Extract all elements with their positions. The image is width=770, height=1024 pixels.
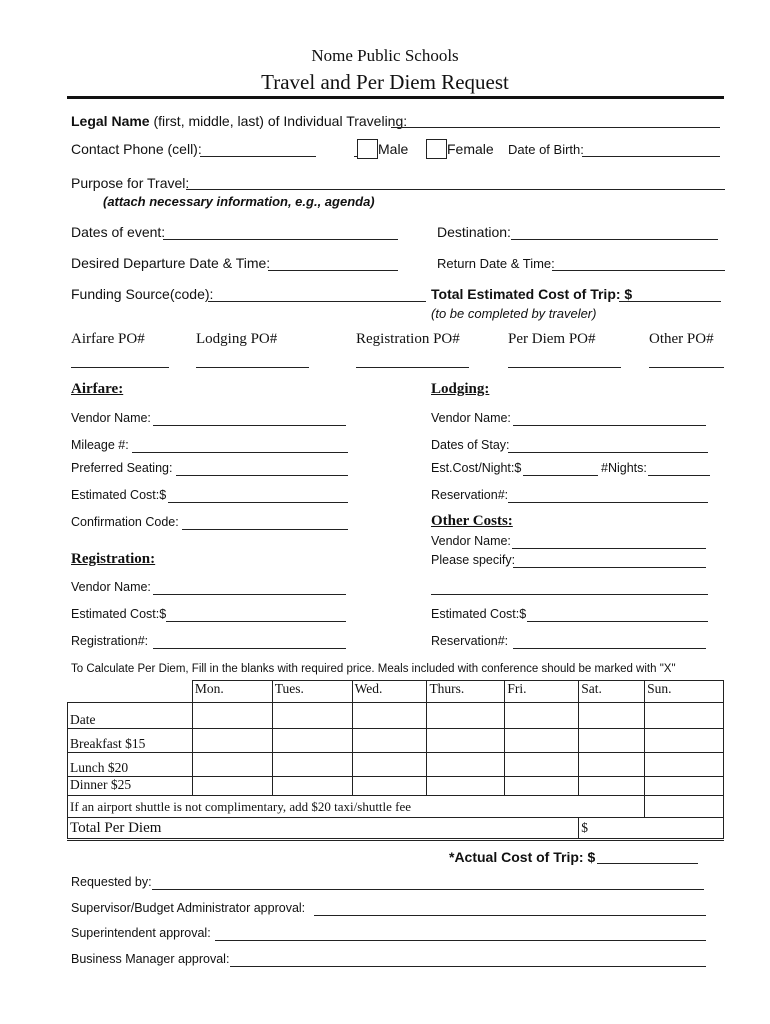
actual-cost-label: *Actual Cost of Trip: $ xyxy=(449,849,596,865)
specify-field-2[interactable] xyxy=(431,594,708,595)
date-sat[interactable] xyxy=(579,703,645,729)
airfare-cost-field[interactable] xyxy=(168,502,348,503)
po-other-field[interactable] xyxy=(649,367,724,368)
perdiem-corner xyxy=(68,681,193,703)
other-cost-label: Estimated Cost:$ xyxy=(431,607,527,621)
day-header-tue: Tues. xyxy=(272,681,352,703)
header-rule xyxy=(67,96,724,99)
actual-cost-field[interactable] xyxy=(597,863,698,864)
po-lodging: Lodging PO# xyxy=(196,331,278,347)
supervisor-field[interactable] xyxy=(314,915,706,916)
supervisor-label: Supervisor/Budget Administrator approval: xyxy=(71,901,306,915)
lunch-wed[interactable] xyxy=(352,753,427,777)
perdiem-row-date xyxy=(68,703,724,729)
po-registration: Registration PO# xyxy=(356,331,460,347)
superintendent-label: Superintendent approval: xyxy=(71,926,211,940)
date-wed[interactable] xyxy=(352,703,427,729)
date-thu[interactable] xyxy=(427,703,505,729)
perdiem-row-lunch xyxy=(68,753,724,777)
dates-event-field[interactable] xyxy=(163,239,398,240)
registration-vendor-field[interactable] xyxy=(153,594,346,595)
lodging-heading: Lodging: xyxy=(431,381,490,397)
legal-name-rest: (first, middle, last) of Individual Traveling: xyxy=(149,113,408,129)
dates-event-label: Dates of event: xyxy=(71,224,166,240)
dob-label: Date of Birth: xyxy=(508,142,584,157)
po-perdiem-field[interactable] xyxy=(508,367,621,368)
nights-field[interactable] xyxy=(648,475,710,476)
return-field[interactable] xyxy=(552,270,725,271)
est-night-label: Est.Cost/Night:$ xyxy=(431,461,522,475)
other-costs-heading: Other Costs: xyxy=(431,513,513,529)
lunch-sat[interactable] xyxy=(579,753,645,777)
dates-stay-label: Dates of Stay: xyxy=(431,438,510,452)
total-estimated-label: Total Estimated Cost of Trip: $ xyxy=(431,286,633,302)
perdiem-row-breakfast xyxy=(68,729,724,753)
day-header-wed: Wed. xyxy=(352,681,427,703)
dinner-thu[interactable] xyxy=(427,777,505,796)
mileage-label: Mileage #: xyxy=(71,438,129,452)
date-tue[interactable] xyxy=(272,703,352,729)
dinner-mon[interactable] xyxy=(192,777,272,796)
breakfast-sun[interactable] xyxy=(645,729,724,753)
perdiem-row-shuttle xyxy=(68,796,724,818)
day-header-sun: Sun. xyxy=(645,681,724,703)
airfare-vendor-label: Vendor Name: xyxy=(71,411,151,425)
perdiem-header-row xyxy=(68,681,724,703)
po-airfare-field[interactable] xyxy=(71,367,169,368)
legal-name-label xyxy=(71,113,407,129)
dinner-wed[interactable] xyxy=(352,777,427,796)
org-name: Nome Public Schools xyxy=(311,46,459,65)
total-estimated-note: (to be completed by traveler) xyxy=(431,306,597,321)
return-label: Return Date & Time: xyxy=(437,256,555,271)
total-perdiem-amount[interactable] xyxy=(579,818,724,839)
day-header-sat: Sat. xyxy=(579,681,645,703)
shuttle-amount[interactable] xyxy=(645,796,724,818)
po-perdiem: Per Diem PO# xyxy=(508,331,596,347)
male-label: Male xyxy=(378,141,409,157)
dates-stay-field[interactable] xyxy=(508,452,708,453)
row-label-lunch: Lunch $20 xyxy=(68,753,193,777)
dinner-tue[interactable] xyxy=(272,777,352,796)
registration-number-label: Registration#: xyxy=(71,634,149,648)
total-dollar-sign: $ xyxy=(581,820,588,835)
perdiem-instructions: To Calculate Per Diem, Fill in the blanks with required price. Meals included with conference should be marked with "X" xyxy=(71,663,676,675)
other-cost-field[interactable] xyxy=(527,621,708,622)
requested-by-field[interactable] xyxy=(152,889,704,890)
seating-label: Preferred Seating: xyxy=(71,461,173,475)
date-fri[interactable] xyxy=(505,703,579,729)
confirmation-field[interactable] xyxy=(182,529,348,530)
nights-label: #Nights: xyxy=(601,461,647,475)
perdiem-bottom-rule xyxy=(67,840,724,841)
dinner-sun[interactable] xyxy=(645,777,724,796)
lunch-mon[interactable] xyxy=(192,753,272,777)
po-lodging-field[interactable] xyxy=(196,367,309,368)
total-estimated-field[interactable] xyxy=(619,301,721,302)
lunch-tue[interactable] xyxy=(272,753,352,777)
breakfast-thu[interactable] xyxy=(427,729,505,753)
po-airfare: Airfare PO# xyxy=(71,331,145,347)
superintendent-field[interactable] xyxy=(215,940,706,941)
business-manager-field[interactable] xyxy=(230,966,706,967)
specify-field[interactable] xyxy=(513,567,706,568)
business-manager-label: Business Manager approval: xyxy=(71,952,230,966)
day-header-mon: Mon. xyxy=(192,681,272,703)
purpose-label: Purpose for Travel: xyxy=(71,175,190,191)
registration-vendor-label: Vendor Name: xyxy=(71,580,151,594)
lunch-thu[interactable] xyxy=(427,753,505,777)
lodging-reservation-label: Reservation#: xyxy=(431,488,509,502)
departure-field[interactable] xyxy=(268,270,398,271)
day-header-fri: Fri. xyxy=(505,681,579,703)
row-label-dinner: Dinner $25 xyxy=(68,777,193,796)
purpose-field[interactable] xyxy=(186,189,725,190)
male-checkbox[interactable] xyxy=(357,139,378,159)
breakfast-fri[interactable] xyxy=(505,729,579,753)
registration-heading: Registration: xyxy=(71,551,156,567)
other-vendor-label: Vendor Name: xyxy=(431,534,511,548)
row-label-date: Date xyxy=(68,703,193,729)
funding-field[interactable] xyxy=(208,301,426,302)
departure-label: Desired Departure Date & Time: xyxy=(71,255,271,271)
lodging-reservation-field[interactable] xyxy=(508,502,708,503)
lodging-vendor-field[interactable] xyxy=(513,425,706,426)
registration-number-field[interactable] xyxy=(153,648,346,649)
legal-name-field[interactable] xyxy=(391,127,720,128)
lunch-fri[interactable] xyxy=(505,753,579,777)
lunch-sun[interactable] xyxy=(645,753,724,777)
shuttle-label: If an airport shuttle is not complimentary, add $20 taxi/shuttle fee xyxy=(68,796,645,818)
other-reservation-label: Reservation#: xyxy=(431,634,509,648)
est-night-field[interactable] xyxy=(523,475,598,476)
phone-label: Contact Phone (cell): xyxy=(71,141,202,157)
po-other: Other PO# xyxy=(649,331,714,347)
airfare-cost-label: Estimated Cost:$ xyxy=(71,488,167,502)
registration-cost-field[interactable] xyxy=(166,621,346,622)
breakfast-mon[interactable] xyxy=(192,729,272,753)
dinner-fri[interactable] xyxy=(505,777,579,796)
date-mon[interactable] xyxy=(192,703,272,729)
lodging-vendor-label: Vendor Name: xyxy=(431,411,511,425)
po-registration-field[interactable] xyxy=(356,367,469,368)
day-header-thu: Thurs. xyxy=(427,681,505,703)
form-title: Travel and Per Diem Request xyxy=(261,70,509,94)
breakfast-sat[interactable] xyxy=(579,729,645,753)
female-label: Female xyxy=(447,141,494,157)
airfare-heading: Airfare: xyxy=(71,381,124,397)
other-reservation-field[interactable] xyxy=(513,648,706,649)
seating-field[interactable] xyxy=(176,475,348,476)
total-perdiem-label: Total Per Diem xyxy=(68,818,579,839)
date-sun[interactable] xyxy=(645,703,724,729)
perdiem-row-dinner xyxy=(68,777,724,796)
requested-by-label: Requested by: xyxy=(71,875,152,889)
destination-label: Destination: xyxy=(437,224,511,240)
perdiem-row-total xyxy=(68,818,724,839)
registration-cost-label: Estimated Cost:$ xyxy=(71,607,167,621)
other-vendor-field[interactable] xyxy=(512,548,706,549)
airfare-vendor-field[interactable] xyxy=(153,425,346,426)
funding-label: Funding Source(code): xyxy=(71,286,214,302)
breakfast-wed[interactable] xyxy=(352,729,427,753)
mileage-field[interactable] xyxy=(132,452,348,453)
row-label-breakfast: Breakfast $15 xyxy=(68,729,193,753)
breakfast-tue[interactable] xyxy=(272,729,352,753)
specify-label: Please specify: xyxy=(431,553,516,567)
female-checkbox[interactable] xyxy=(426,139,447,159)
confirmation-label: Confirmation Code: xyxy=(71,515,179,529)
phone-field[interactable] xyxy=(200,156,316,157)
dob-field[interactable] xyxy=(582,156,720,157)
perdiem-table xyxy=(67,680,724,839)
dinner-sat[interactable] xyxy=(579,777,645,796)
purpose-note: (attach necessary information, e.g., agenda) xyxy=(103,194,375,209)
destination-field[interactable] xyxy=(511,239,718,240)
legal-name-bold: Legal Name xyxy=(71,113,150,129)
